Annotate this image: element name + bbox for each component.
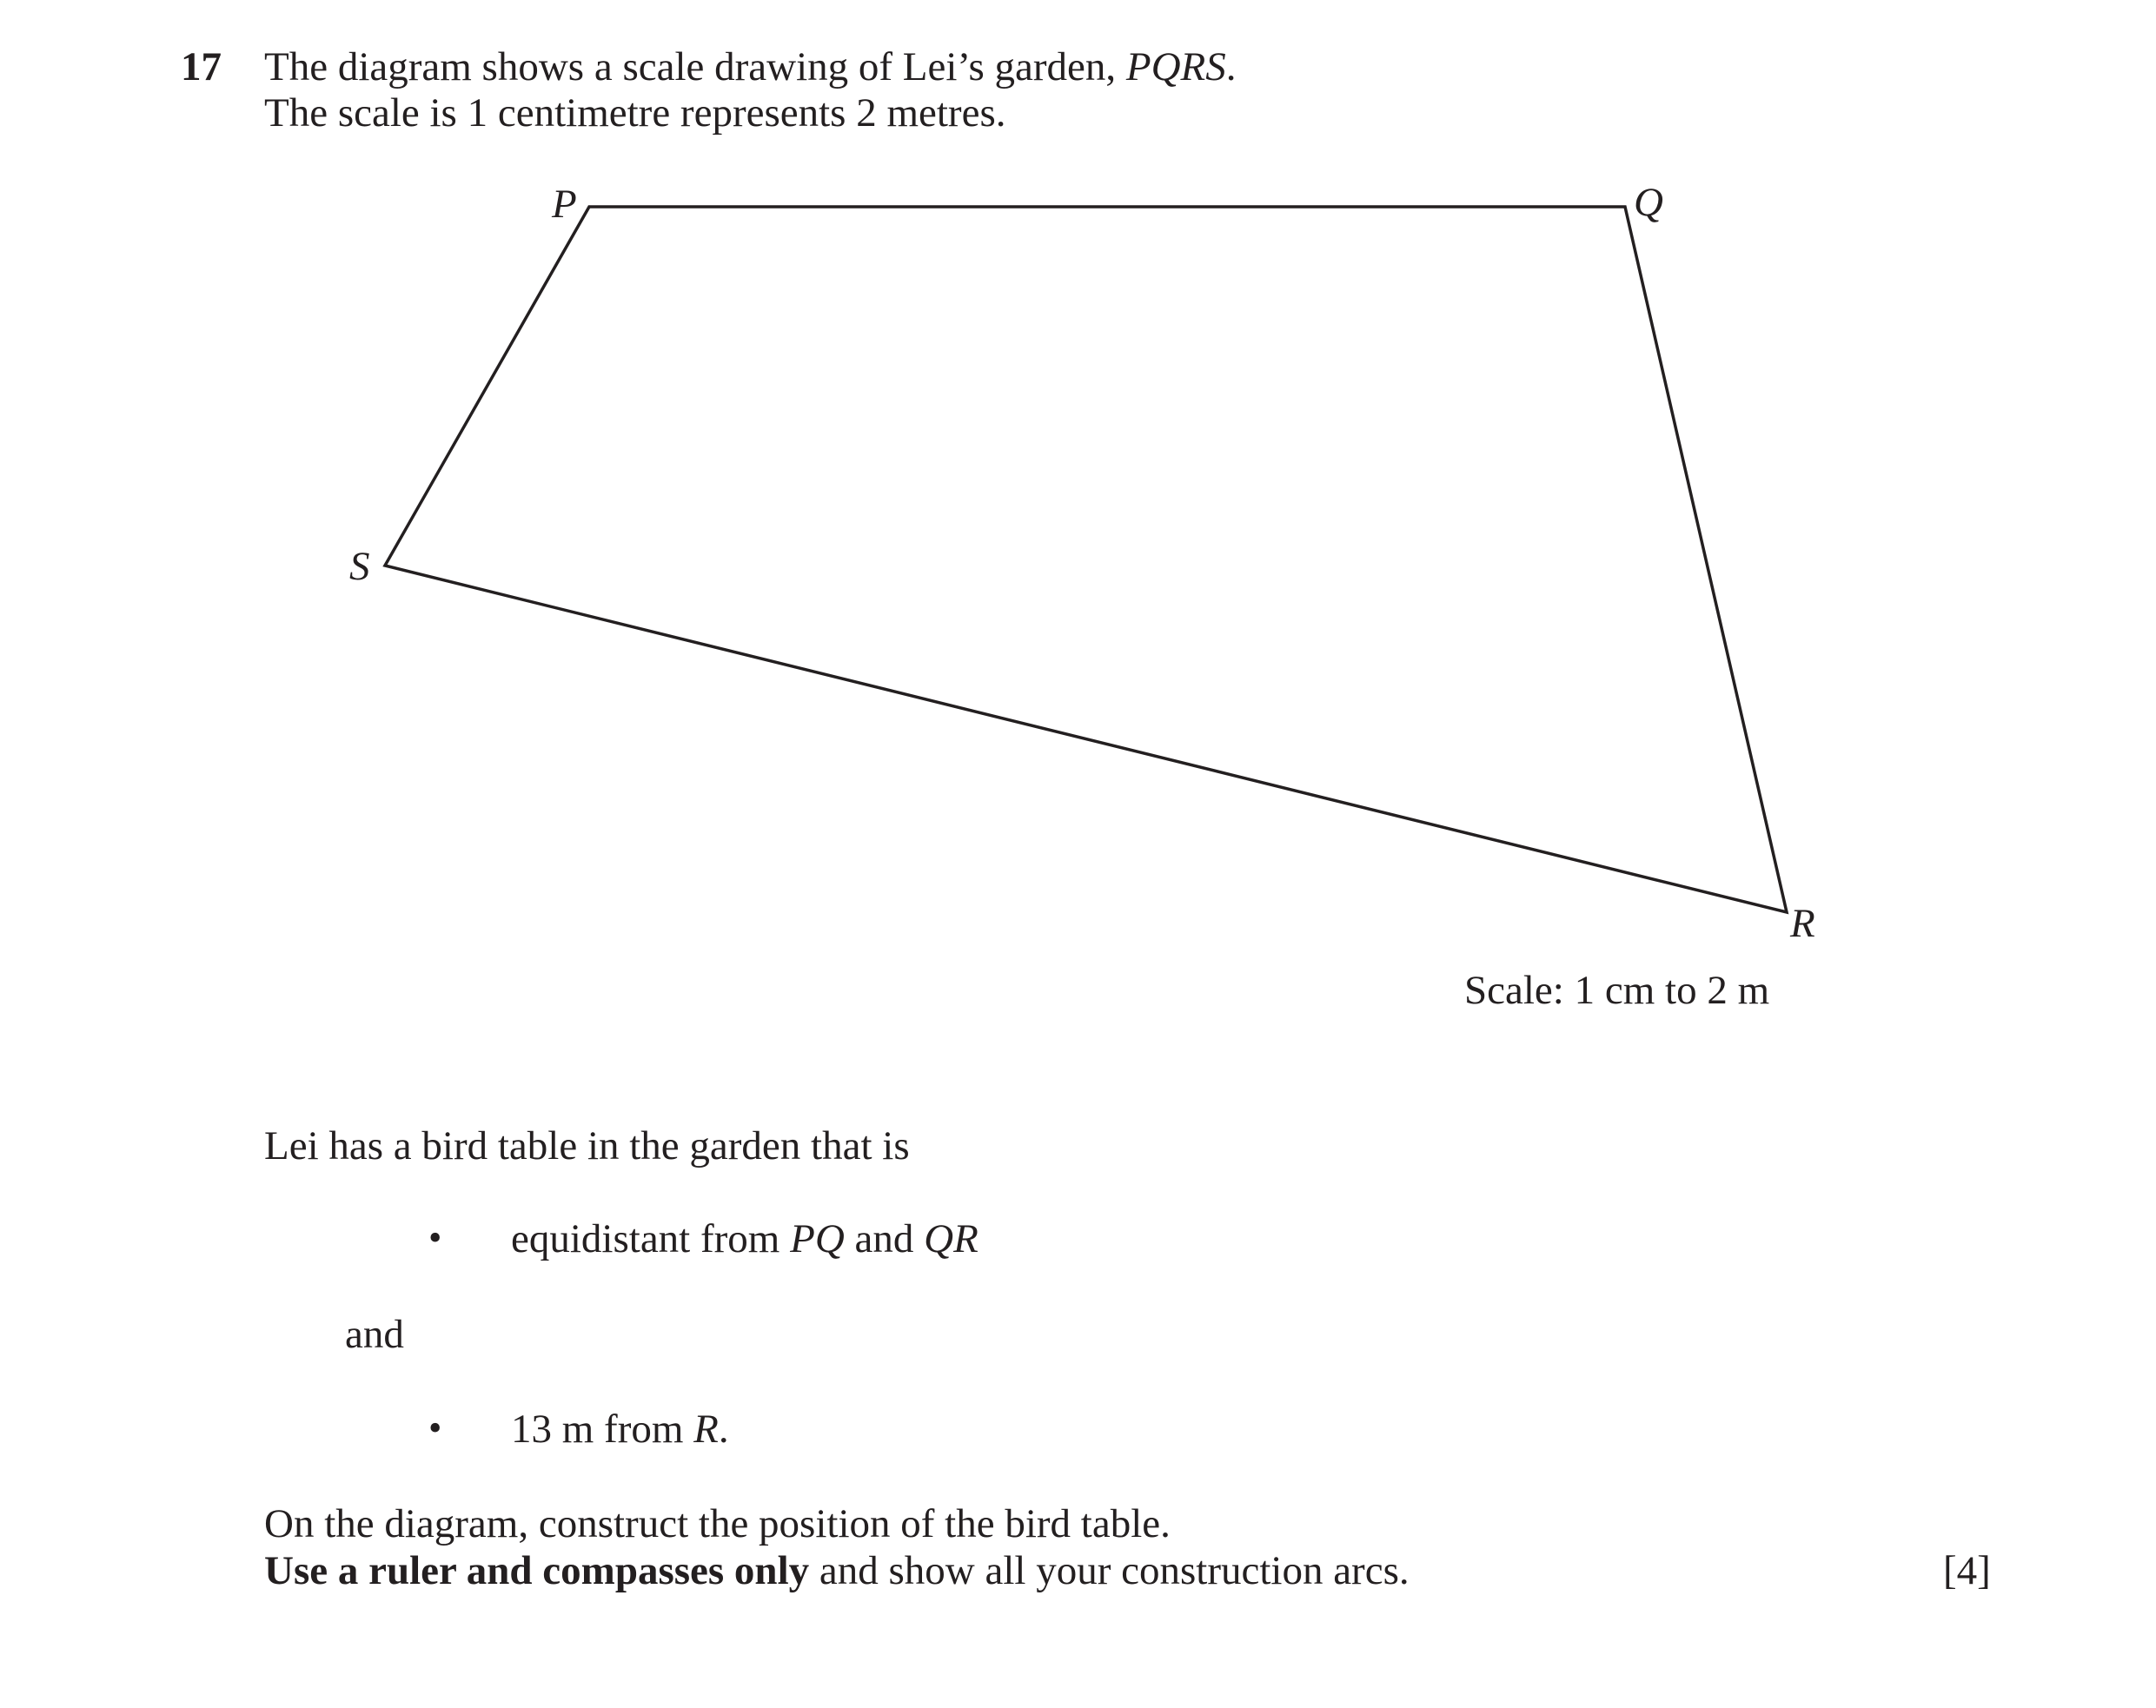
bullet-2-end: .	[718, 1407, 729, 1452]
bullet-2-text: 13 m from	[511, 1407, 694, 1452]
bullet-1-symbol: •	[428, 1216, 442, 1259]
conditions-connector: and	[345, 1312, 404, 1357]
question-number: 17	[181, 44, 222, 89]
garden-quadrilateral	[385, 207, 1787, 912]
instruction-line2	[264, 1548, 1410, 1593]
instruction-rest: and show all your construction arcs.	[809, 1548, 1410, 1593]
bullet-2-symbol: •	[428, 1407, 442, 1449]
scale-label: Scale: 1 cm to 2 m	[1464, 968, 1770, 1013]
bullet-1-join: and	[844, 1216, 925, 1261]
vertex-label-Q: Q	[1634, 180, 1663, 225]
question-intro-line2: The scale is 1 centimetre represents 2 metres.	[264, 90, 1006, 136]
intro-end: .	[1225, 44, 1237, 89]
point-R: R	[693, 1407, 719, 1452]
bullet-1	[511, 1216, 978, 1261]
vertex-label-R: R	[1790, 901, 1815, 946]
bullet-1-text: equidistant from	[511, 1216, 791, 1261]
intro-text: The diagram shows a scale drawing of Lei’s garden,	[264, 44, 1126, 89]
vertex-label-S: S	[349, 544, 370, 589]
marks-allocation: [4]	[1943, 1548, 1991, 1593]
vertex-label-P: P	[552, 182, 577, 227]
line-QR: QR	[924, 1216, 978, 1261]
garden-name: PQRS	[1125, 44, 1226, 89]
bullet-2	[511, 1409, 729, 1450]
conditions-lead: Lei has a bird table in the garden that is	[264, 1123, 910, 1168]
instruction-line1: On the diagram, construct the position of the bird table.	[264, 1501, 1171, 1546]
line-PQ: PQ	[790, 1216, 845, 1261]
instruction-bold: Use a ruler and compasses only	[264, 1548, 810, 1593]
